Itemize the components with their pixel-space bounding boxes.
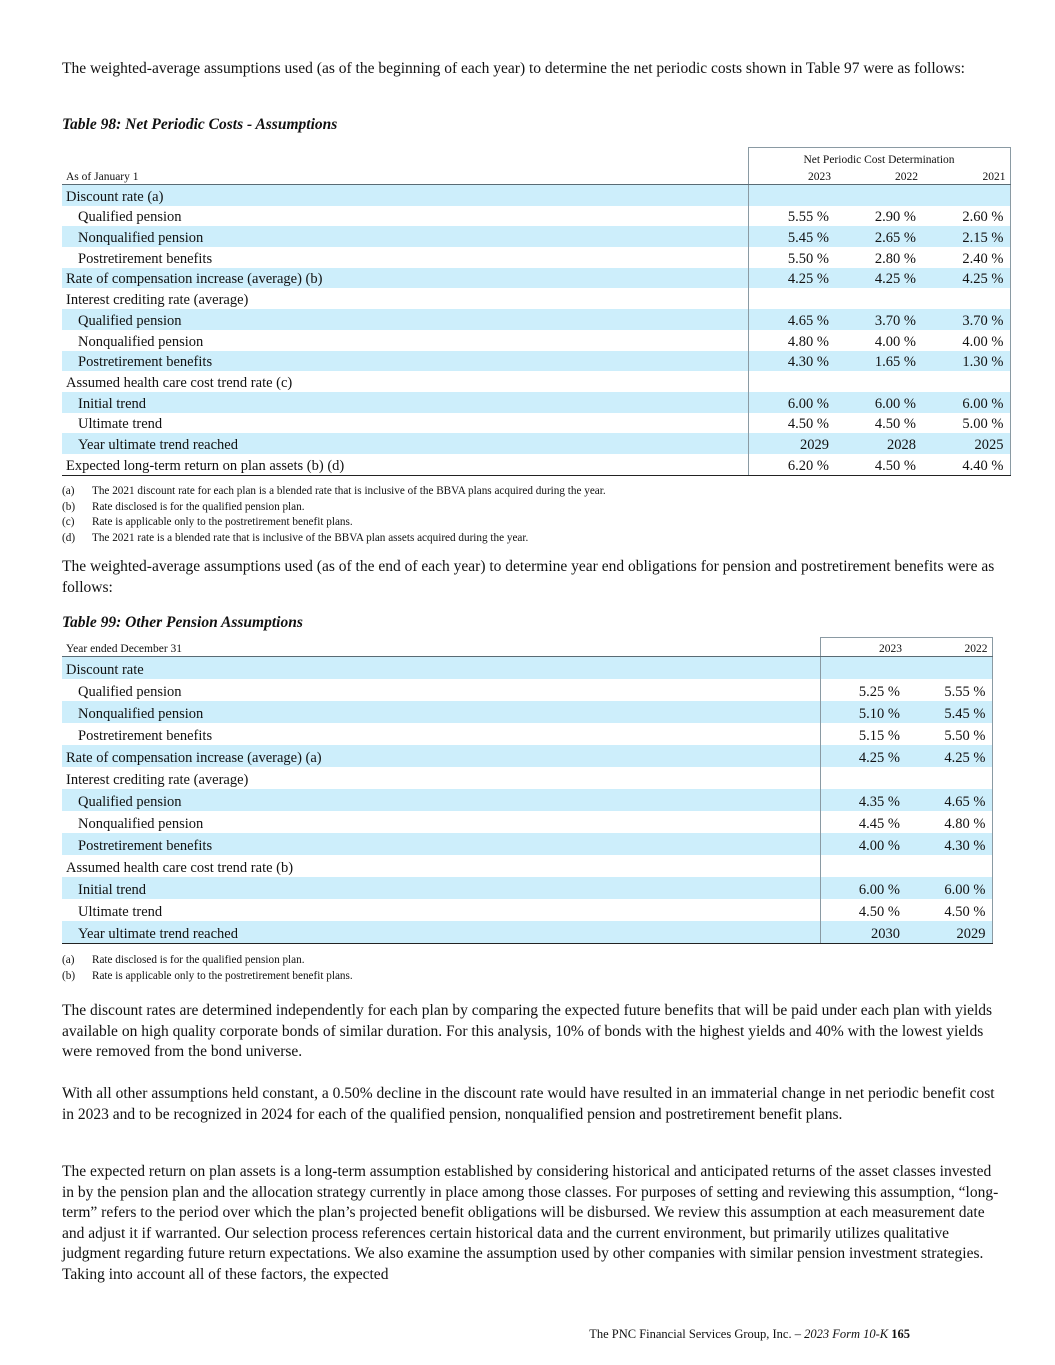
row-label: Discount rate (a) [62, 185, 748, 206]
table-row [62, 185, 1010, 206]
row-label: Qualified pension [78, 209, 182, 226]
row-label: Initial trend [62, 877, 820, 899]
row-label: Nonqualified pension [62, 226, 748, 247]
table-row [62, 454, 1010, 475]
row-label: Year ultimate trend reached [62, 433, 748, 454]
row-label: Discount rate [62, 657, 820, 680]
table-row [62, 433, 1010, 454]
cell-value: 4.00 % [820, 833, 906, 855]
page-number: 165 [891, 1327, 910, 1341]
note-b: (b) Rate is applicable only to the postretirement benefit plans. [62, 969, 353, 982]
cell-value: 6.00 % [906, 877, 992, 899]
table-row [62, 247, 1010, 268]
table-row [62, 789, 992, 811]
table-row [62, 288, 1010, 309]
page-footer [0, 1327, 910, 1342]
row-label: Assumed health care cost trend rate (b) [66, 860, 294, 876]
cell-value [820, 767, 906, 789]
year-header-2021: 2021 [922, 166, 1010, 185]
cell-value: 4.25 % [906, 745, 992, 767]
cell-value [748, 185, 835, 206]
cell-value [922, 288, 1010, 309]
table-row [62, 855, 992, 877]
cell-value: 5.25 % [820, 679, 906, 701]
table-row [62, 921, 992, 944]
year-header-2023: 2023 [748, 166, 835, 185]
cell-value: 4.25 % [922, 268, 1010, 289]
table-row [62, 351, 1010, 372]
row-label: Ultimate trend [78, 904, 163, 920]
table-row [62, 723, 992, 745]
cell-value: 6.20 % [748, 454, 835, 475]
cell-value: 1.30 % [922, 351, 1010, 372]
cell-value: 5.10 % [820, 701, 906, 723]
cell-value: 4.50 % [906, 899, 992, 921]
cell-value [906, 767, 992, 789]
cell-value: 6.00 % [820, 877, 906, 899]
cell-value: 2.65 % [835, 226, 922, 247]
cell-value: 2.40 % [922, 247, 1010, 268]
note-b: (b) Rate disclosed is for the qualified pension plan. [62, 500, 305, 513]
cell-value: 4.80 % [906, 811, 992, 833]
footer-form: 2023 Form 10-K [804, 1327, 889, 1341]
cell-value: 5.55 % [748, 206, 835, 227]
table-row [62, 268, 1010, 289]
table-row [62, 392, 1010, 413]
cell-value: 2.90 % [874, 209, 916, 226]
row-label: Postretirement benefits [78, 728, 213, 744]
note-a: (a) Rate disclosed is for the qualified pension plan. [62, 954, 305, 966]
cell-value: 5.45 % [748, 226, 835, 247]
row-label: Postretirement benefits [78, 250, 213, 267]
cell-value [906, 657, 992, 680]
cell-value: 6.00 % [748, 392, 835, 413]
cell-value: 2028 [835, 433, 922, 454]
cell-value: 2030 [820, 921, 906, 944]
cell-value: 5.15 % [820, 723, 906, 745]
cell-value: 4.65 % [906, 789, 992, 811]
cell-value [922, 185, 1010, 206]
table-99-caption: Table 99: Other Pension Assumptions [62, 614, 303, 631]
paragraph-discount-rates: The discount rates are determined independently for each plan by comparing the expected future benefits that will be paid under each plan with yields available on high quality corporate bonds of similar duration. For this analysis, 10% of bonds with the highest yields and 40% with the lowest yields were removed from the bond universe. [62, 1002, 993, 1060]
row-label: Postretirement benefits [62, 351, 748, 372]
year-header-2022: 2022 [835, 166, 922, 185]
table-row [62, 833, 992, 855]
note-d: (d) The 2021 rate is a blended rate that is inclusive of the BBVA plan assets acquired during the year. [62, 531, 529, 544]
table-row [62, 309, 1010, 330]
row-label: Postretirement benefits [62, 833, 820, 855]
cell-value [820, 657, 906, 680]
cell-value [922, 371, 1010, 392]
table-row [62, 226, 1010, 247]
cell-value: 4.00 % [922, 330, 1010, 351]
cell-value: 4.30 % [748, 351, 835, 372]
cell-value [906, 855, 992, 877]
cell-value: 5.45 % [906, 701, 992, 723]
cell-value: 4.50 % [748, 413, 835, 434]
cell-value: 3.70 % [835, 309, 922, 330]
intro-paragraph-1: The weighted-average assumptions used (as of the beginning of each year) to determine the net periodic costs shown in Table 97 were as follows: [62, 60, 965, 77]
intro-paragraph-2: The weighted-average assumptions used (as of the end of each year) to determine year end obligations for pension and postretirement benefits were as follows: [62, 558, 995, 596]
table-row [62, 701, 992, 723]
note-a: (a) The 2021 discount rate for each plan is a blended rate that is inclusive of the BBVA plans acquired during the year. [62, 485, 606, 497]
row-label: Assumed health care cost trend rate (c) [66, 374, 293, 391]
cell-value: 4.45 % [820, 811, 906, 833]
cell-value: 2029 [906, 921, 992, 944]
paragraph-sensitivity: With all other assumptions held constant, a 0.50% decline in the discount rate would have resulted in an immaterial change in net periodic benefit cost in 2023 and to be recognized in 2024 for each of the qualified pension, nonqualified pension and postretirement benefit plans. [62, 1085, 995, 1123]
row-label: Nonqualified pension [62, 701, 820, 723]
cell-value: 5.00 % [922, 413, 1010, 434]
cell-value: 2.80 % [874, 250, 916, 267]
table-row [62, 899, 992, 921]
cell-value: 4.30 % [906, 833, 992, 855]
paragraph-expected-return: The expected return on plan assets is a long-term assumption established by considering historical and anticipated returns of the asset classes invested in by the pension plan and the allocation strategy currently in place among those classes. For purposes of setting and reviewing this assumption, “long-term” refers to the period over which the plan’s projected benefit obligations will be disbursed. We review this assumption at each measurement date and adjust it if warranted. Our selection process references certain historical data and the current environment, but primarily utilizes qualitative judgment regarding future return expectations. We also examine the assumption used by other companies with similar pension investment strategies. Taking into account all of these factors, the expected [62, 1163, 999, 1283]
table-row [62, 767, 992, 789]
row-label: Qualified pension [62, 789, 820, 811]
table-98 [62, 147, 1010, 476]
cell-value: 6.00 % [835, 392, 922, 413]
table-row [62, 371, 1010, 392]
table-99-notes [62, 953, 353, 984]
cell-value: 2.60 % [922, 206, 1010, 227]
row-header-year-ended: Year ended December 31 [62, 638, 820, 657]
cell-value: 4.50 % [835, 454, 922, 475]
row-label: Qualified pension [62, 309, 748, 330]
table-row [62, 657, 992, 680]
cell-value: 6.00 % [922, 392, 1010, 413]
table-row [62, 745, 992, 767]
cell-value [820, 855, 906, 877]
row-label: Interest crediting rate (average) [66, 292, 249, 309]
table-row [62, 679, 992, 701]
table-row [62, 330, 1010, 351]
cell-value: 5.50 % [748, 247, 835, 268]
group-header-net-periodic: Net Periodic Cost Determination [748, 148, 1010, 167]
table-98-notes [62, 484, 606, 546]
cell-value [835, 185, 922, 206]
cell-value: 4.35 % [820, 789, 906, 811]
row-label: Nonqualified pension [78, 816, 204, 832]
table-row [62, 413, 1010, 434]
cell-value: 2025 [922, 433, 1010, 454]
cell-value [748, 371, 835, 392]
row-label: Interest crediting rate (average) [66, 772, 249, 788]
table-row [62, 877, 992, 899]
cell-value: 4.65 % [748, 309, 835, 330]
table-98-caption: Table 98: Net Periodic Costs - Assumptions [62, 116, 338, 133]
table-row [62, 811, 992, 833]
year-header-2022: 2022 [906, 638, 992, 657]
header-spacer [62, 148, 748, 167]
cell-value: 4.50 % [820, 899, 906, 921]
row-label: Rate of compensation increase (average) (a) [62, 745, 820, 767]
row-label: Expected long-term return on plan assets (b) (d) [62, 454, 748, 475]
cell-value: 2029 [748, 433, 835, 454]
cell-value [835, 288, 922, 309]
cell-value: 4.25 % [820, 745, 906, 767]
cell-value: 4.40 % [922, 454, 1010, 475]
cell-value: 4.00 % [874, 333, 916, 350]
cell-value: 4.25 % [748, 268, 835, 289]
row-label: Year ultimate trend reached [62, 921, 820, 944]
note-c: (c) Rate is applicable only to the postretirement benefit plans. [62, 516, 353, 528]
row-label: Qualified pension [78, 684, 182, 700]
row-label: Rate of compensation increase (average) (b) [62, 268, 748, 289]
table-99 [62, 637, 992, 944]
row-header-as-of: As of January 1 [62, 166, 748, 185]
cell-value: 4.80 % [748, 330, 835, 351]
cell-value: 4.25 % [835, 268, 922, 289]
cell-value: 5.55 % [906, 679, 992, 701]
cell-value: 5.50 % [906, 723, 992, 745]
cell-value [835, 371, 922, 392]
cell-value: 4.50 % [874, 416, 916, 433]
cell-value: 3.70 % [922, 309, 1010, 330]
table-row [62, 206, 1010, 227]
row-label: Nonqualified pension [78, 333, 204, 350]
row-label: Ultimate trend [78, 416, 163, 433]
year-header-2023: 2023 [820, 638, 906, 657]
cell-value [748, 288, 835, 309]
cell-value: 2.15 % [922, 226, 1010, 247]
row-label: Initial trend [62, 392, 748, 413]
cell-value: 1.65 % [835, 351, 922, 372]
footer-company: The PNC Financial Services Group, Inc. – [589, 1327, 801, 1341]
